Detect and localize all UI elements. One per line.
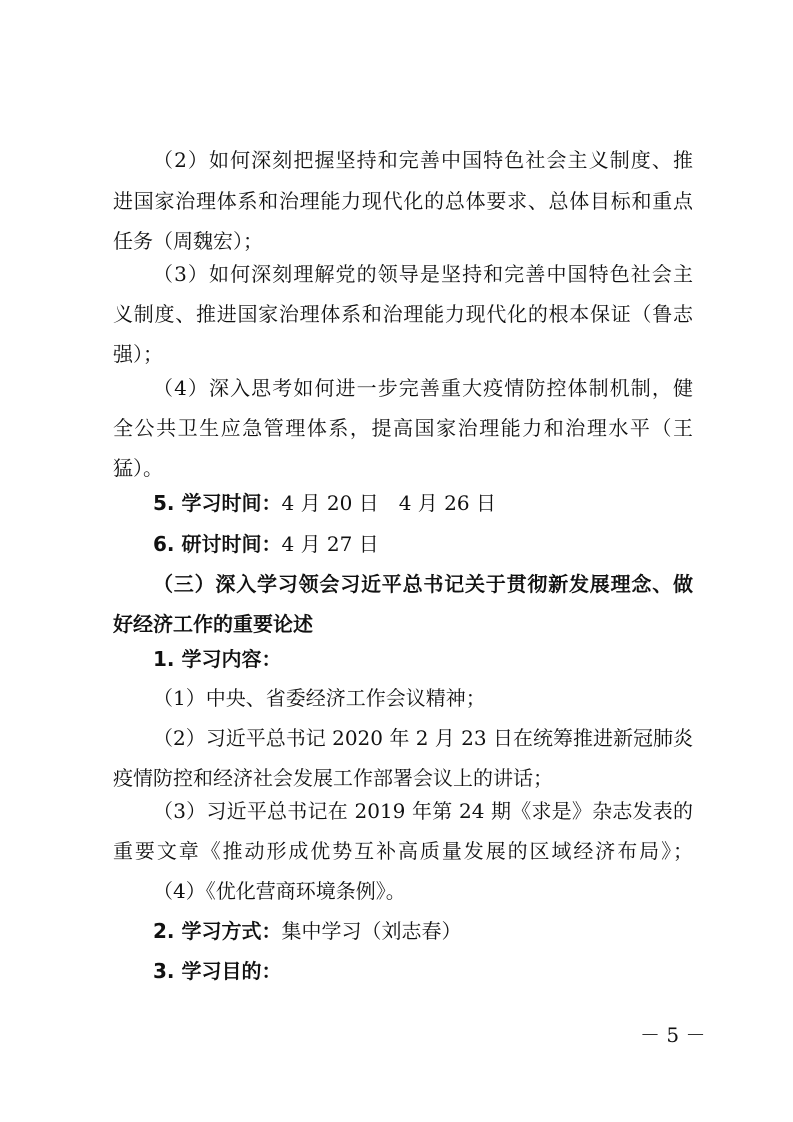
text-line: （4）深入思考如何进一步完善重大疫情防控体制机制，健 [153, 376, 693, 400]
text-line: （3）如何深刻理解党的领导是坚持和完善中国特色社会主 [153, 262, 693, 286]
text-line: 猛）。 [113, 456, 163, 480]
discuss-time-label: 6. 研讨时间： [153, 532, 282, 556]
content-item: （3）习近平总书记在 2019 年第 24 期《求是》杂志发表的 [153, 799, 693, 823]
study-time-label: 5. 学习时间： [153, 491, 282, 515]
study-time-line [153, 490, 693, 516]
text-line: 义制度、推进国家治理体系和治理能力现代化的根本保证（鲁志 [113, 302, 693, 326]
method-label: 2. 学习方式： [153, 919, 282, 943]
content-item-continued: 重要文章《推动形成优势互补高质量发展的区域经济布局》； [113, 839, 693, 863]
text-line: 任务（周魏宏）； [113, 229, 263, 253]
page-number: － 5 － [640, 1023, 706, 1047]
method-line [153, 918, 693, 944]
section-heading-continued: 好经济工作的重要论述 [113, 612, 313, 636]
purpose-label: 3. 学习目的： [153, 959, 282, 983]
method-value: 集中学习（刘志春） [281, 919, 462, 943]
content-item-continued: 疫情防控和经济社会发展工作部署会议上的讲话； [113, 766, 553, 790]
section-heading: （三）深入学习领会习近平总书记关于贯彻新发展理念、做 [153, 572, 693, 596]
study-time-value: 4 月 20 日 4 月 26 日 [281, 491, 496, 515]
content-item: （4）《优化营商环境条例》。 [153, 879, 406, 903]
discuss-time-value: 4 月 27 日 [281, 532, 379, 556]
content-item: （1）中央、省委经济工作会议精神； [153, 686, 486, 710]
text-line: 强）； [113, 342, 163, 366]
content-label: 1. 学习内容： [153, 647, 282, 671]
text-line: 全公共卫生应急管理体系，提高国家治理能力和治理水平（王 [113, 416, 693, 440]
discuss-time-line [153, 531, 693, 557]
text-line: （2）如何深刻把握坚持和完善中国特色社会主义制度、推 [153, 148, 693, 172]
content-item: （2）习近平总书记 2020 年 2 月 23 日在统筹推进新冠肺炎 [153, 726, 693, 750]
text-line: 进国家治理体系和治理能力现代化的总体要求、总体目标和重点 [113, 189, 693, 213]
